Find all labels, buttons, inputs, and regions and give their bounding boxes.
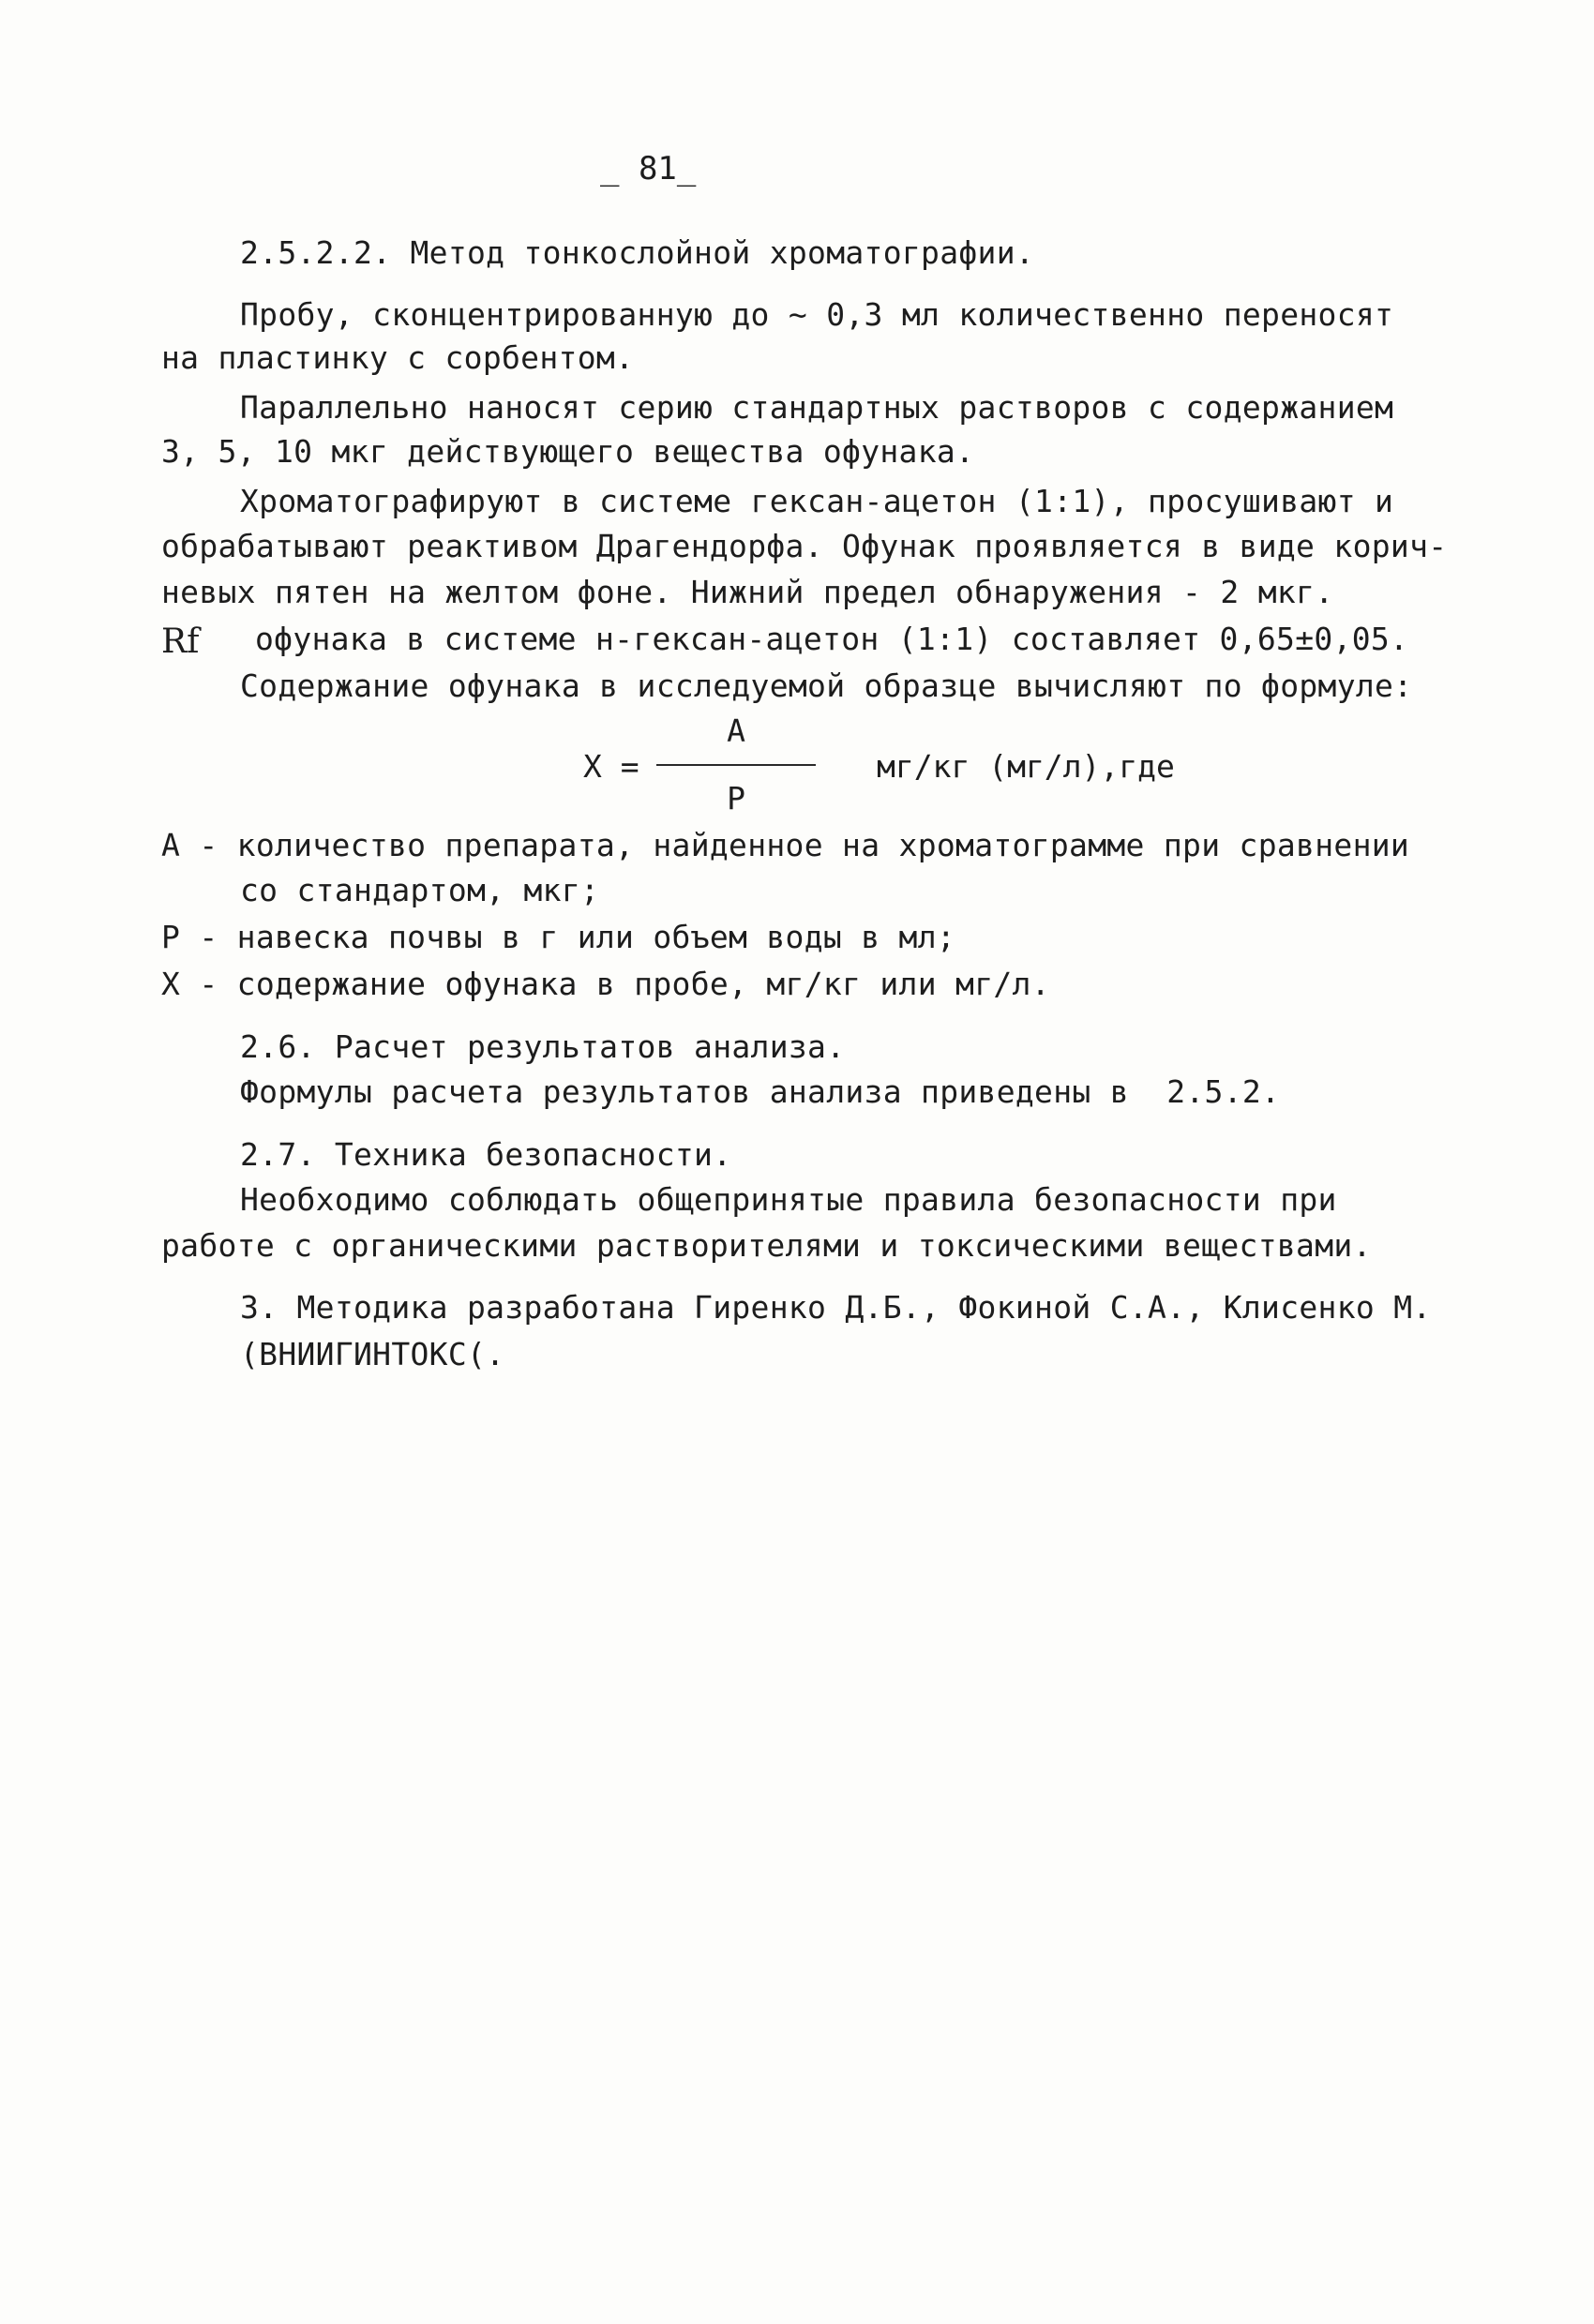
formula-left: Х =	[583, 748, 639, 785]
section-3-authors: 3. Методика разработана Гиренко Д.Б., Фокиной С.А., Клисенко М.	[240, 1289, 1432, 1326]
definition-a: А - количество препарата, найденное на хроматограмме при сравнении	[161, 827, 1410, 863]
paragraph-line: на пластинку с сорбентом.	[161, 339, 635, 376]
formula-units: мг/кг (мг/л),где	[877, 748, 1175, 785]
definition-p: Р - навеска почвы в г или объем воды в мл;	[161, 919, 956, 955]
rf-symbol: Rf	[161, 622, 200, 661]
paragraph-line: Содержание офунака в исследуемой образце вычисляют по формуле:	[240, 667, 1413, 704]
section-heading-2-7: 2.7. Техника безопасности.	[240, 1136, 732, 1173]
section-heading-2-5-2-2: 2.5.2.2. Метод тонкослойной хроматографии.	[240, 234, 1035, 271]
paragraph-line: 3, 5, 10 мкг действующего вещества офунака.	[161, 433, 975, 470]
definition-x: Х - содержание офунака в пробе, мг/кг или мг/л.	[161, 966, 1050, 1002]
paragraph-line: Формулы расчета результатов анализа приведены в 2.5.2.	[240, 1073, 1281, 1110]
paragraph-line: Необходимо соблюдать общепринятые правила безопасности при	[240, 1181, 1337, 1218]
paragraph-line: Хроматографируют в системе гексан-ацетон (1:1), просушивают и	[240, 483, 1394, 519]
formula-numerator: А	[727, 712, 745, 749]
section-heading-2-6: 2.6. Расчет результатов анализа.	[240, 1028, 846, 1065]
definition-a-continued: со стандартом, мкг;	[240, 872, 600, 908]
paragraph-line: (ВНИИГИНТОКС(.	[240, 1336, 505, 1372]
paragraph-line: офунака в системе н-гексан-ацетон (1:1) составляет 0,65±0,05.	[255, 621, 1409, 657]
page-number: _ 81_	[600, 150, 697, 187]
paragraph-line: невых пятен на желтом фоне. Нижний предел обнаружения - 2 мкг.	[161, 574, 1334, 610]
paragraph-line: Параллельно наносят серию стандартных растворов с содержанием	[240, 389, 1394, 426]
paragraph-line: обрабатывают реактивом Драгендорфа. Офунак проявляется в виде корич-	[161, 528, 1448, 564]
fraction-bar	[656, 764, 816, 766]
formula-fraction	[656, 712, 816, 825]
paragraph-line: работе с органическими растворителями и токсическими веществами.	[161, 1227, 1372, 1264]
paragraph-line: Пробу, сконцентрированную до ~ 0,3 мл количественно переносят	[240, 296, 1394, 333]
formula-denominator: Р	[727, 780, 745, 817]
